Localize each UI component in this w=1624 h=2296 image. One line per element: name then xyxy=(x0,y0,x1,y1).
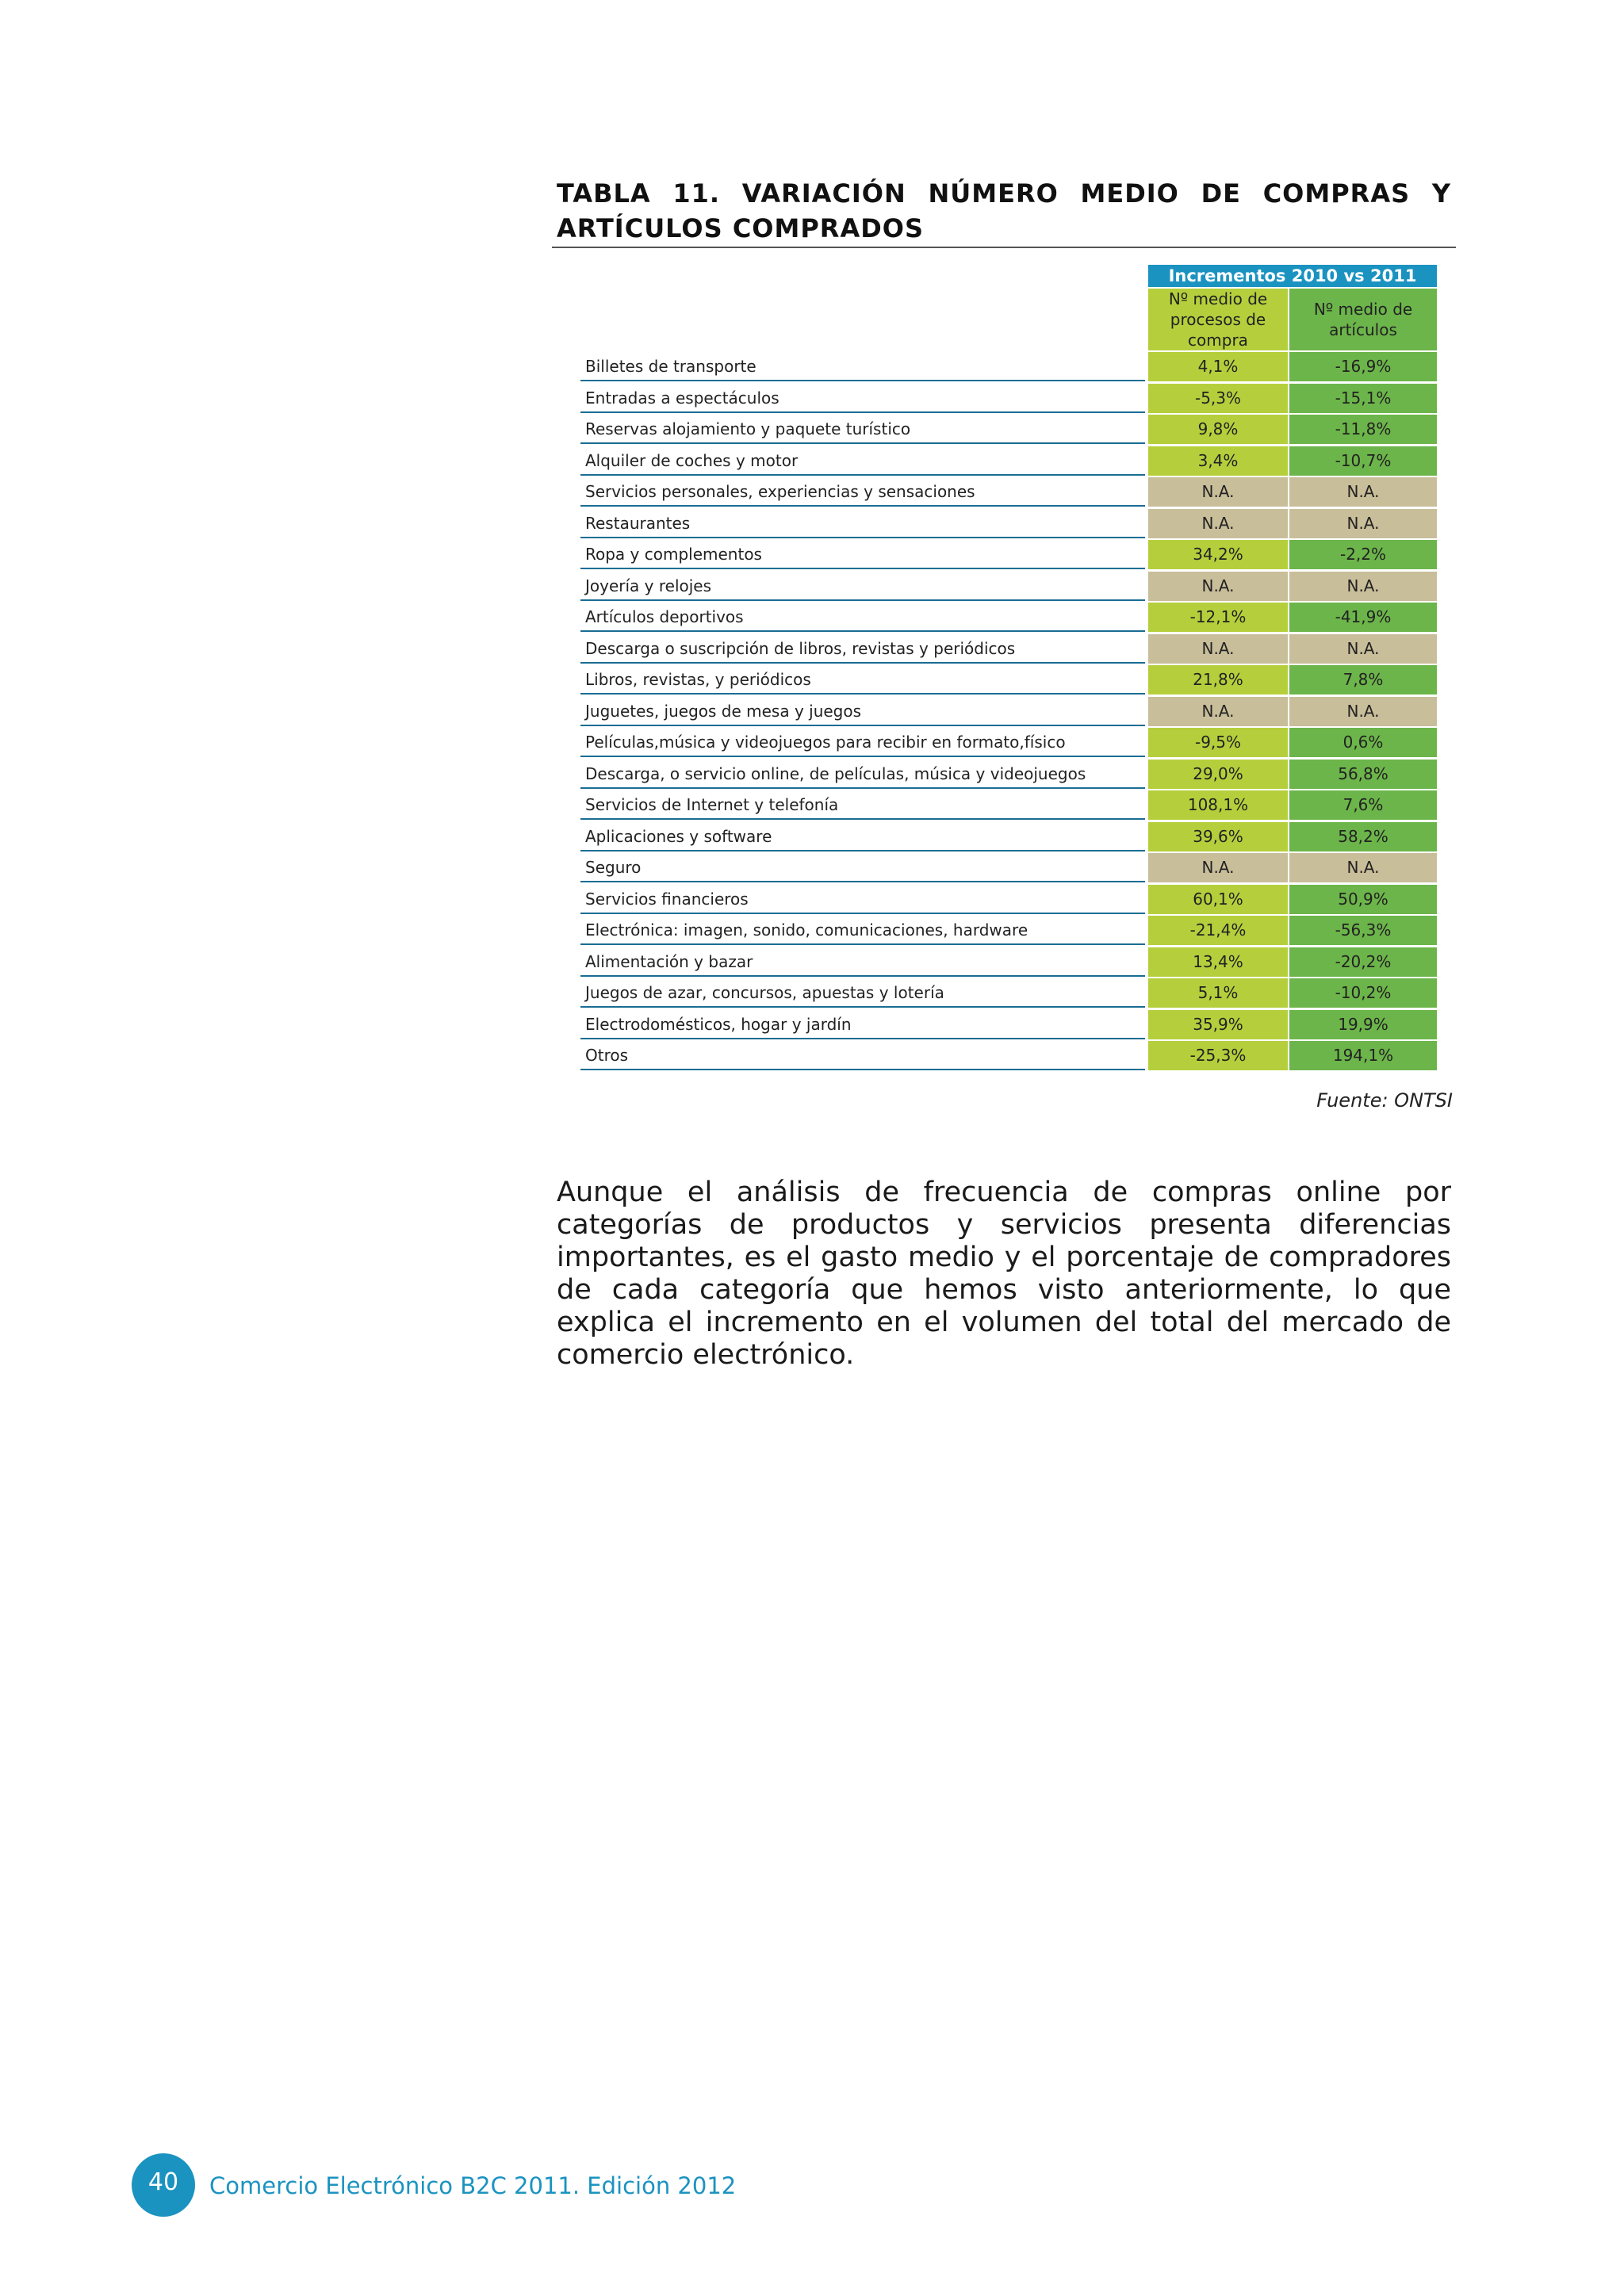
cell-articulos: N.A. xyxy=(1289,572,1437,601)
cell-articulos: 58,2% xyxy=(1289,822,1437,851)
table-row xyxy=(580,665,1437,697)
row-label: Juguetes, juegos de mesa y juegos xyxy=(580,697,1145,726)
cell-articulos: -11,8% xyxy=(1289,415,1437,444)
cell-articulos: N.A. xyxy=(1289,634,1437,664)
table-row xyxy=(580,415,1437,446)
row-label: Descarga, o servicio online, de películas, música y videojuegos xyxy=(580,760,1145,789)
row-label: Libros, revistas, y periódicos xyxy=(580,665,1145,695)
cell-procesos: 35,9% xyxy=(1148,1010,1288,1039)
table-row xyxy=(580,384,1437,415)
table-row xyxy=(580,1041,1437,1073)
table-row xyxy=(580,947,1437,979)
table-row xyxy=(580,885,1437,916)
row-label: Billetes de transporte xyxy=(580,352,1145,381)
cell-procesos: 108,1% xyxy=(1148,790,1288,820)
row-label: Otros xyxy=(580,1041,1145,1070)
table-row xyxy=(580,822,1437,854)
table-row xyxy=(580,446,1437,478)
cell-procesos: N.A. xyxy=(1148,853,1288,882)
cell-articulos: -56,3% xyxy=(1289,916,1437,945)
cell-procesos: N.A. xyxy=(1148,697,1288,726)
table-row xyxy=(580,978,1437,1010)
row-label: Alimentación y bazar xyxy=(580,947,1145,977)
table-row xyxy=(580,1010,1437,1042)
cell-articulos: -10,7% xyxy=(1289,446,1437,476)
cell-procesos: -9,5% xyxy=(1148,728,1288,757)
cell-articulos: 56,8% xyxy=(1289,760,1437,789)
cell-articulos: N.A. xyxy=(1289,509,1437,538)
row-label: Servicios personales, experiencias y sensaciones xyxy=(580,477,1145,507)
cell-procesos: -25,3% xyxy=(1148,1041,1288,1070)
group-header: Incrementos 2010 vs 2011 xyxy=(1148,265,1437,287)
col-header-articulos-label: Nº medio de artículos xyxy=(1313,300,1413,339)
table-row xyxy=(580,603,1437,634)
cell-procesos: N.A. xyxy=(1148,572,1288,601)
body-paragraph: Aunque el análisis de frecuencia de compras online por categorías de productos y servicios presenta diferencias importantes, es el gasto medio y el porcentaje de compradores de cada categoría que hemos visto anteriormente, lo que explica el incremento en el volumen del total del mercado de comercio electrónico. xyxy=(557,1177,1451,1371)
col-header-procesos-label: Nº medio de procesos de compra xyxy=(1168,289,1268,350)
cell-articulos: 7,8% xyxy=(1289,665,1437,695)
table-row xyxy=(580,853,1437,885)
row-label: Restaurantes xyxy=(580,509,1145,538)
row-label: Entradas a espectáculos xyxy=(580,384,1145,413)
row-label: Películas,música y videojuegos para recibir en formato,físico xyxy=(580,728,1145,757)
page-number: 40 xyxy=(132,2153,195,2217)
cell-procesos: N.A. xyxy=(1148,634,1288,664)
cell-articulos: 194,1% xyxy=(1289,1041,1437,1070)
row-label: Alquiler de coches y motor xyxy=(580,446,1145,476)
row-label: Electrodomésticos, hogar y jardín xyxy=(580,1010,1145,1039)
cell-procesos: -21,4% xyxy=(1148,916,1288,945)
table-row xyxy=(580,540,1437,572)
cell-procesos: 29,0% xyxy=(1148,760,1288,789)
cell-procesos: 60,1% xyxy=(1148,885,1288,914)
table-row xyxy=(580,790,1437,822)
row-label: Servicios de Internet y telefonía xyxy=(580,790,1145,820)
cell-articulos: N.A. xyxy=(1289,477,1437,507)
row-label: Juegos de azar, concursos, apuestas y lotería xyxy=(580,978,1145,1008)
row-label: Descarga o suscripción de libros, revistas y periódicos xyxy=(580,634,1145,664)
cell-articulos: -41,9% xyxy=(1289,603,1437,632)
table-row xyxy=(580,760,1437,791)
col-header-articulos xyxy=(1289,289,1437,350)
row-label: Artículos deportivos xyxy=(580,603,1145,632)
cell-procesos: -12,1% xyxy=(1148,603,1288,632)
cell-procesos: 21,8% xyxy=(1148,665,1288,695)
table-title: TABLA 11. VARIACIÓN NÚMERO MEDIO DE COMPRAS Y ARTÍCULOS COMPRADOS xyxy=(557,178,1451,243)
table-row xyxy=(580,634,1437,666)
row-label: Aplicaciones y software xyxy=(580,822,1145,851)
cell-articulos: -16,9% xyxy=(1289,352,1437,381)
cell-articulos: 0,6% xyxy=(1289,728,1437,757)
table-row xyxy=(580,572,1437,603)
cell-procesos: 5,1% xyxy=(1148,978,1288,1008)
source-note: Fuente: ONTSI xyxy=(1316,1089,1453,1112)
cell-articulos: N.A. xyxy=(1289,697,1437,726)
table-row xyxy=(580,509,1437,541)
table-row xyxy=(580,352,1437,384)
table-row xyxy=(580,697,1437,729)
row-label: Ropa y complementos xyxy=(580,540,1145,569)
row-label: Joyería y relojes xyxy=(580,572,1145,601)
cell-articulos: -10,2% xyxy=(1289,978,1437,1008)
col-header-procesos xyxy=(1148,289,1288,350)
table-body xyxy=(580,352,1437,1073)
cell-procesos: 34,2% xyxy=(1148,540,1288,569)
cell-procesos: N.A. xyxy=(1148,477,1288,507)
cell-articulos: 7,6% xyxy=(1289,790,1437,820)
cell-procesos: 4,1% xyxy=(1148,352,1288,381)
title-divider xyxy=(552,247,1456,248)
cell-articulos: -20,2% xyxy=(1289,947,1437,977)
cell-procesos: N.A. xyxy=(1148,509,1288,538)
cell-procesos: 39,6% xyxy=(1148,822,1288,851)
cell-procesos: 9,8% xyxy=(1148,415,1288,444)
cell-procesos: 13,4% xyxy=(1148,947,1288,977)
cell-procesos: 3,4% xyxy=(1148,446,1288,476)
cell-procesos: -5,3% xyxy=(1148,384,1288,413)
cell-articulos: 19,9% xyxy=(1289,1010,1437,1039)
row-label: Electrónica: imagen, sonido, comunicaciones, hardware xyxy=(580,916,1145,945)
cell-articulos: -15,1% xyxy=(1289,384,1437,413)
table-row xyxy=(580,728,1437,760)
row-label: Seguro xyxy=(580,853,1145,882)
row-label: Servicios financieros xyxy=(580,885,1145,914)
cell-articulos: N.A. xyxy=(1289,853,1437,882)
footer-title: Comercio Electrónico B2C 2011. Edición 2012 xyxy=(209,2172,737,2199)
table-row xyxy=(580,916,1437,947)
cell-articulos: -2,2% xyxy=(1289,540,1437,569)
cell-articulos: 50,9% xyxy=(1289,885,1437,914)
table-row xyxy=(580,477,1437,509)
row-label: Reservas alojamiento y paquete turístico xyxy=(580,415,1145,444)
